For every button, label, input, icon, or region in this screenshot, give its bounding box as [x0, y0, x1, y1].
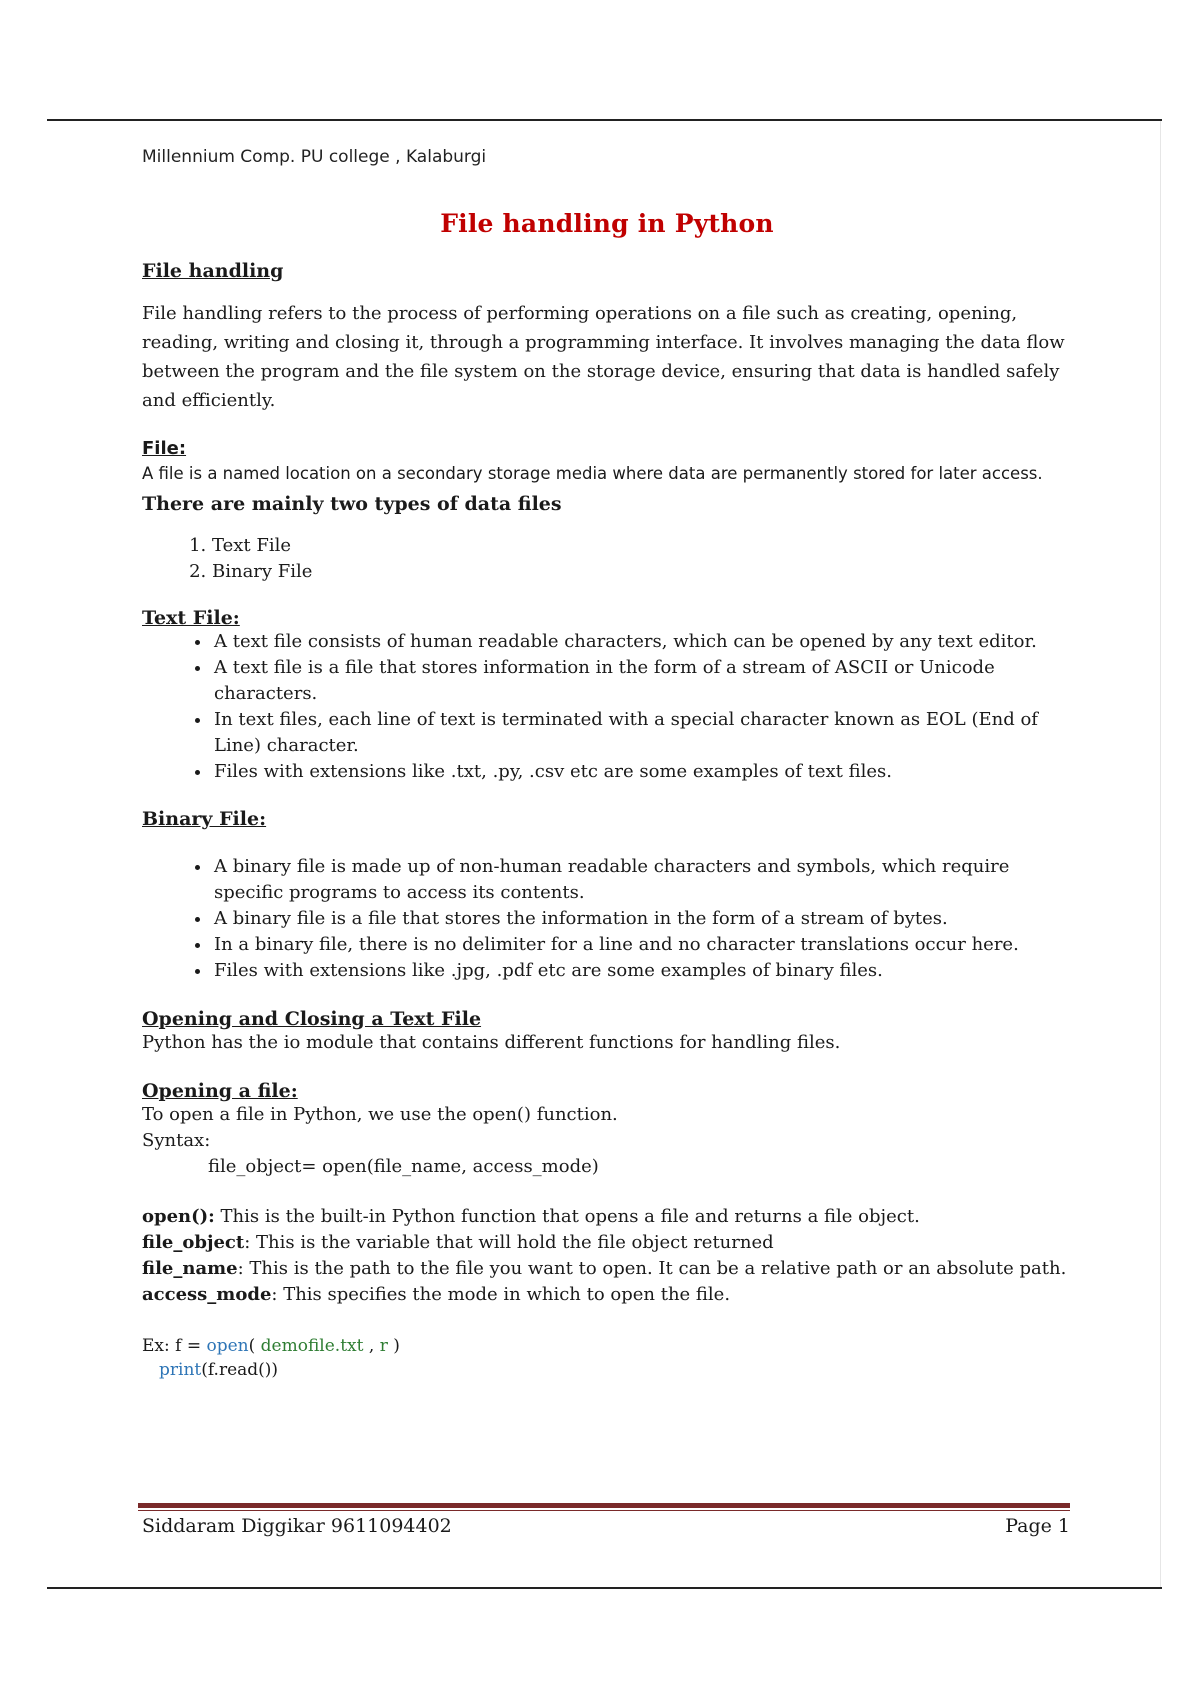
code-string: demofile.txt	[260, 1336, 364, 1356]
syntax-label: Syntax:	[142, 1130, 211, 1151]
code-keyword: print	[159, 1360, 202, 1380]
footer-rule	[138, 1503, 1070, 1511]
list-item: • A binary file is made up of non-human readable characters and symbols, which require specific programs to access its contents.	[212, 854, 1072, 906]
page-footer	[142, 1515, 1070, 1537]
list-item: • Files with extensions like .jpg, .pdf etc are some examples of binary files.	[212, 958, 1072, 984]
page-header: Millennium Comp. PU college , Kalaburgi	[142, 147, 487, 167]
code-keyword: open	[206, 1336, 249, 1356]
list-item: 1. Text File	[212, 533, 1072, 559]
heading-open-close: Opening and Closing a Text File	[142, 1008, 482, 1030]
definition-term: file_name	[142, 1258, 238, 1279]
list-item: • Files with extensions like .txt, .py, .csv etc are some examples of text files.	[212, 759, 1072, 785]
definition-file-object	[142, 1230, 1072, 1256]
definition-open	[142, 1204, 1072, 1230]
document-title: File handling in Python	[440, 209, 774, 238]
list-item: • A binary file is a file that stores the information in the form of a stream of bytes.	[212, 906, 1072, 932]
list-item: • A text file is a file that stores information in the form of a stream of ASCII or Unicode characters.	[212, 655, 1072, 707]
heading-file: File:	[142, 438, 187, 459]
definition-desc: This is the built-in Python function that opens a file and returns a file object.	[214, 1206, 920, 1227]
document-body	[142, 140, 1072, 1382]
definition-term: access_mode	[142, 1284, 272, 1305]
definition-access-mode	[142, 1282, 1072, 1308]
definitions-block	[142, 1204, 1072, 1308]
text-file-bullets	[142, 629, 1072, 785]
code-text: )	[387, 1336, 400, 1356]
top-page-rule	[47, 119, 1162, 121]
list-item: 2. Binary File	[212, 559, 1072, 585]
page-right-edge	[1160, 121, 1161, 1587]
open-close-paragraph: Python has the io module that contains different functions for handling files.	[142, 1032, 841, 1053]
footer-rule-thick	[138, 1503, 1070, 1508]
bottom-page-rule	[47, 1587, 1162, 1589]
list-item: • In a binary file, there is no delimiter for a line and no character translations occur here.	[212, 932, 1072, 958]
definition-term: file_object	[142, 1232, 245, 1253]
syntax-example: file_object= open(file_name, access_mode)	[208, 1156, 599, 1177]
page-number: Page 1	[1005, 1515, 1070, 1537]
definition-desc: : This is the path to the file you want to open. It can be a relative path or an absolute path.	[237, 1258, 1067, 1279]
list-item: • In text files, each line of text is terminated with a special character known as EOL (End of Line) character.	[212, 707, 1072, 759]
code-line-print	[142, 1358, 1072, 1382]
opening-intro: To open a file in Python, we use the open() function.	[142, 1104, 618, 1125]
code-line-open	[142, 1334, 1072, 1358]
list-item: • A text file consists of human readable characters, which can be opened by any text editor.	[212, 629, 1072, 655]
code-example	[142, 1334, 1072, 1382]
code-text: ,	[363, 1336, 380, 1356]
binary-file-bullets	[142, 854, 1072, 984]
footer-author: Siddaram Diggikar 9611094402	[142, 1515, 452, 1537]
file-handling-paragraph: File handling refers to the process of performing operations on a file such as creating, opening, reading, writing and closing it, through a programming interface. It involves managing the data flow between the program and the file system on the storage device, ensuring that data is handled safely and efficiently.	[142, 303, 1065, 411]
footer-rule-thin	[138, 1510, 1070, 1511]
heading-text-file: Text File:	[142, 607, 240, 629]
heading-opening-file: Opening a file:	[142, 1080, 298, 1102]
heading-binary-file: Binary File:	[142, 808, 267, 830]
code-text: Ex: f =	[142, 1336, 207, 1356]
code-string: r	[379, 1336, 388, 1356]
definition-desc: : This is the variable that will hold the file object returned	[244, 1232, 774, 1253]
file-definition-paragraph: A file is a named location on a secondary storage media where data are permanently stored for later access.	[142, 464, 1043, 483]
types-list	[142, 533, 1072, 585]
definition-file-name	[142, 1256, 1072, 1282]
heading-types: There are mainly two types of data files	[142, 493, 562, 515]
definition-desc: : This specifies the mode in which to open the file.	[271, 1284, 731, 1305]
code-text: (	[248, 1336, 261, 1356]
code-text: (f.read())	[201, 1360, 279, 1380]
heading-file-handling: File handling	[142, 260, 284, 282]
definition-term: open():	[142, 1206, 215, 1227]
